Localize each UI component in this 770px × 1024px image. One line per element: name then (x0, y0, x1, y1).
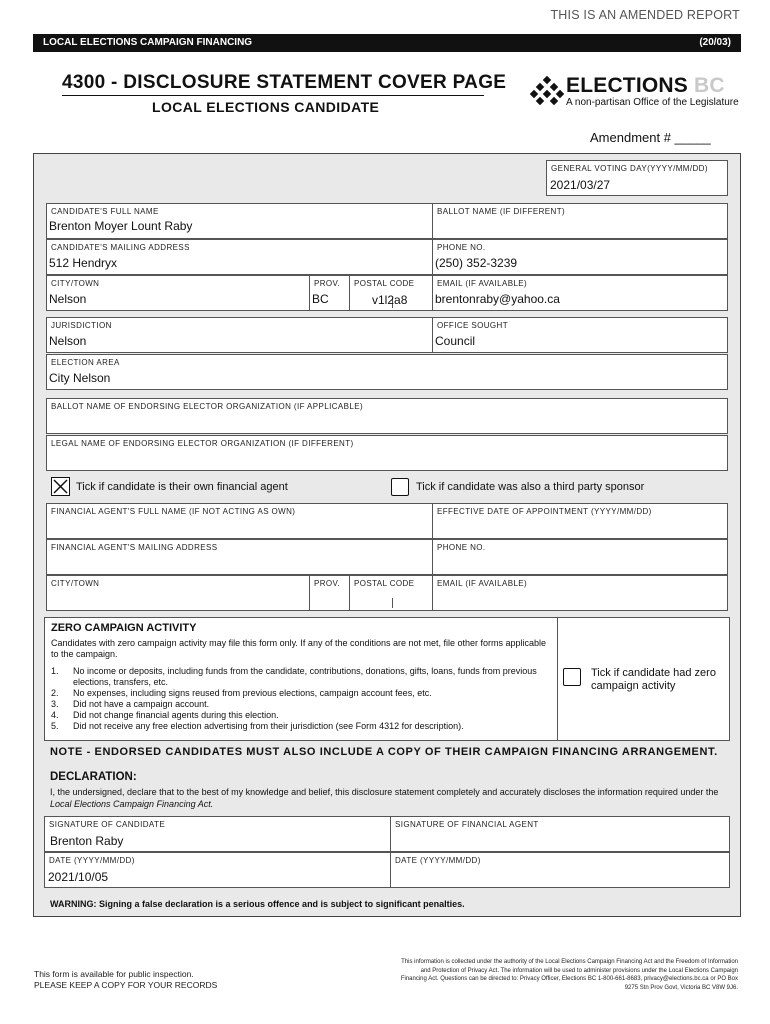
field-label: EMAIL (IF AVAILABLE) (437, 579, 528, 588)
election-area-field[interactable] (46, 354, 728, 390)
footer-public-inspection: This form is available for public inspection. (34, 969, 194, 979)
candidate-phone[interactable]: (250) 352-3239 (435, 256, 518, 270)
field-label: BALLOT NAME OF ENDORSING ELECTOR ORGANIZATION (IF APPLICABLE) (51, 402, 364, 411)
signature-row (44, 816, 730, 852)
field-label: JURISDICTION (51, 321, 112, 330)
diamond-cluster-icon (530, 76, 564, 110)
zero-conditions-list (51, 666, 556, 732)
zero-activity-section (44, 617, 730, 741)
field-label: EFFECTIVE DATE OF APPOINTMENT (YYYY/MM/DD) (437, 507, 652, 516)
declaration-act-name: Local Elections Campaign Financing Act. (50, 799, 214, 809)
zero-activity-checkbox[interactable] (563, 668, 581, 686)
field-value: 2021/03/27 (550, 178, 611, 192)
candidate-city-row (46, 275, 728, 311)
office-sought[interactable]: Council (435, 334, 476, 348)
list-item: 1. No income or deposits, including funds from the candidate, contributions, donations, gifts, loans, funds from previous elections, transfers, etc. (51, 666, 537, 687)
field-label: DATE (YYYY/MM/DD) (395, 856, 481, 865)
list-item: 5. Did not receive any free election advertising from their jurisdiction (see Form 4312 for description). (51, 721, 464, 731)
field-label: SIGNATURE OF FINANCIAL AGENT (395, 820, 539, 829)
banner-title: LOCAL ELECTIONS CAMPAIGN FINANCING (43, 37, 253, 48)
form-title: 4300 - DISCLOSURE STATEMENT COVER PAGE (62, 72, 507, 93)
third-party-label: Tick if candidate was also a third party sponsor (416, 481, 645, 493)
list-item: 2. No expenses, including signs reused from previous elections, campaign account fees, etc. (51, 688, 432, 698)
field-label: CITY/TOWN (51, 579, 100, 588)
amendment-number: Amendment # _____ (590, 130, 711, 145)
endorsing-legal-name-field[interactable] (46, 435, 728, 471)
candidate-province[interactable]: BC (312, 292, 329, 306)
logo-tagline: A non-partisan Office of the Legislature (566, 97, 739, 108)
declaration-text (50, 786, 720, 810)
field-label: GENERAL VOTING DAY(YYYY/MM/DD) (551, 164, 708, 173)
candidate-postal-code[interactable]: v1l2a8 (372, 293, 408, 307)
footer-keep-copy: PLEASE KEEP A COPY FOR YOUR RECORDS (34, 980, 218, 990)
candidate-email[interactable]: brentonraby@yahoo.ca (435, 292, 560, 306)
agent-name-row (46, 503, 728, 539)
field-label: PROV. (314, 279, 341, 288)
jurisdiction-row (46, 317, 728, 353)
general-voting-day-field[interactable] (546, 160, 728, 196)
field-label: PHONE NO. (437, 543, 486, 552)
field-label: FINANCIAL AGENT'S MAILING ADDRESS (51, 543, 218, 552)
field-label: CITY/TOWN (51, 279, 100, 288)
field-label: PROV. (314, 579, 341, 588)
form-subtitle: LOCAL ELECTIONS CANDIDATE (152, 99, 380, 115)
field-label: CANDIDATE'S FULL NAME (51, 207, 159, 216)
amended-report-notice: THIS IS AN AMENDED REPORT (550, 8, 740, 22)
jurisdiction[interactable]: Nelson (49, 334, 87, 348)
own-agent-label: Tick if candidate is their own financial agent (76, 481, 288, 493)
candidate-signature[interactable]: Brenton Raby (50, 834, 124, 848)
candidate-address-row (46, 239, 728, 275)
field-label: LEGAL NAME OF ENDORSING ELECTOR ORGANIZATION (IF DIFFERENT) (51, 439, 354, 448)
field-label: ELECTION AREA (51, 358, 120, 367)
elections-bc-logo (530, 74, 742, 114)
check-x-icon (52, 478, 69, 495)
field-label: OFFICE SOUGHT (437, 321, 508, 330)
own-agent-checkbox[interactable] (51, 477, 70, 496)
list-item: 3. Did not have a campaign account. (51, 699, 210, 709)
endorsed-note: NOTE - ENDORSED CANDIDATES MUST ALSO INCLUDE A COPY OF THEIR CAMPAIGN FINANCING ARRANGEMENT. (50, 746, 718, 758)
footer-privacy-notice: This information is collected under the authority of the Local Elections Campaign Financing Act and the Freedom of Information and Protection of Privacy Act. The information will be used to administer provisions under the Local Elections Campaign Financing Act. Questions can be directed to: Privacy Officer, Elections BC 1-800-661-8683, privacy@elections.bc.ca or PO Box 9275 Stn Prov Govt, Victoria BC V8W 9J6. (400, 959, 738, 991)
form-body (33, 153, 741, 917)
candidate-city[interactable]: Nelson (49, 292, 87, 306)
logo-wordmark: ELECTIONS BC (566, 74, 725, 97)
date-row (44, 852, 730, 888)
warning-text: WARNING: Signing a false declaration is a serious offence and is subject to significant penalties. (50, 899, 465, 909)
field-label: PHONE NO. (437, 243, 486, 252)
declaration-title: DECLARATION: (50, 771, 137, 783)
title-underline (62, 95, 484, 96)
field-label: EMAIL (IF AVAILABLE) (437, 279, 528, 288)
declaration-body: I, the undersigned, declare that to the best of my knowledge and belief, this disclosure statement completely and accurately discloses the information required under the (50, 787, 719, 797)
agent-address-row (46, 539, 728, 575)
field-label: BALLOT NAME (IF DIFFERENT) (437, 207, 566, 216)
zero-activity-title: ZERO CAMPAIGN ACTIVITY (51, 622, 197, 634)
field-label: CANDIDATE'S MAILING ADDRESS (51, 243, 190, 252)
field-label: POSTAL CODE (354, 279, 415, 288)
candidate-full-name[interactable]: Brenton Moyer Lount Raby (49, 219, 193, 233)
candidate-address[interactable]: 512 Hendryx (49, 256, 118, 270)
third-party-checkbox[interactable] (391, 478, 409, 496)
list-item: 4. Did not change financial agents during this election. (51, 710, 279, 720)
agent-city-row (46, 575, 728, 611)
footer-left (34, 969, 217, 991)
field-label: POSTAL CODE (354, 579, 415, 588)
field-label: DATE (YYYY/MM/DD) (49, 856, 135, 865)
zero-activity-intro: Candidates with zero campaign activity may file this form only. If any of the conditions are not met, file other forms applicable to the campaign. (51, 638, 547, 659)
endorsing-ballot-name-field[interactable] (46, 398, 728, 434)
zero-activity-tick-label: Tick if candidate had zero campaign activity (591, 667, 716, 692)
candidate-name-row (46, 203, 728, 239)
field-label: SIGNATURE OF CANDIDATE (49, 820, 166, 829)
declaration-date[interactable]: 2021/10/05 (48, 870, 109, 884)
election-area: City Nelson (49, 371, 111, 385)
field-label: FINANCIAL AGENT'S FULL NAME (IF NOT ACTING AS OWN) (51, 507, 296, 516)
top-banner (33, 34, 741, 52)
form-version: (20/03) (699, 37, 731, 48)
